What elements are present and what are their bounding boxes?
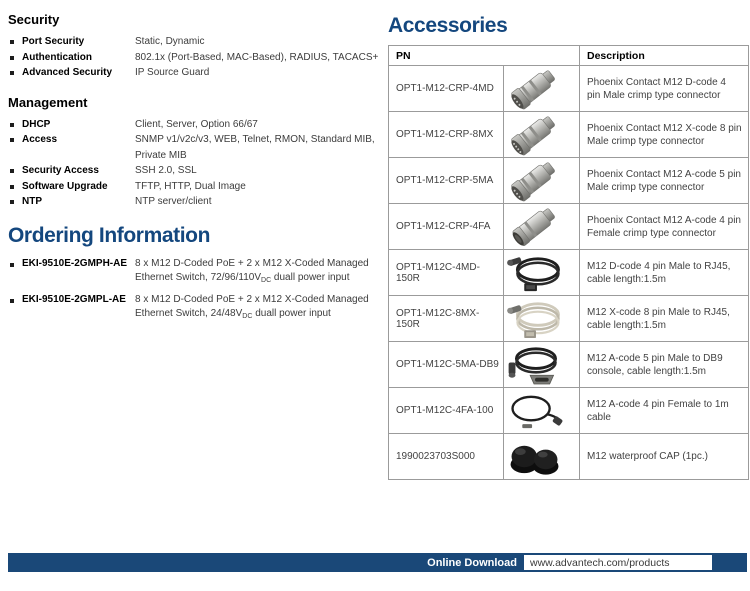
spec-label: NTP [22, 196, 42, 207]
spec-value: SNMP v1/v2c/v3, WEB, Telnet, RMON, Standard MIB, Private MIB [135, 134, 375, 161]
accessories-column [388, 12, 748, 480]
m12-d-code-male-connector-photo [504, 67, 564, 110]
product-image-cell [504, 204, 580, 250]
ordering-item [8, 293, 380, 324]
thin-black-cable-photo [504, 389, 566, 432]
product-image-cell [504, 158, 580, 204]
description-cell: Phoenix Contact M12 A-code 5 pin Male crimp type connector [580, 158, 749, 204]
bullet-icon [10, 56, 14, 60]
bullet-icon [10, 71, 14, 75]
left-column [8, 12, 380, 329]
bullet-icon [10, 123, 14, 127]
product-image-cell [504, 388, 580, 434]
bullet-icon [10, 200, 14, 204]
section-title: Security [8, 12, 60, 27]
product-image-cell [504, 434, 580, 480]
spec-value: NTP server/client [135, 196, 212, 207]
product-image-cell [504, 66, 580, 112]
ordering-desc-text: duall power input [252, 307, 331, 319]
table-row [389, 342, 749, 388]
ordering-item [8, 257, 380, 288]
spec-row [8, 65, 380, 81]
footer-bar [8, 553, 747, 572]
pn-cell: OPT1-M12-CRP-8MX [389, 112, 504, 158]
ordering-desc-text: 8 x M12 D-Coded PoE + 2 x M12 X-Coded Managed Ethernet Switch, 24/48V [135, 293, 369, 319]
bullet-icon [10, 169, 14, 173]
spec-label: Advanced Security [22, 67, 113, 78]
spec-value: 802.1x (Port-Based, MAC-Based), RADIUS, TACACS+ [135, 51, 379, 63]
section-management [8, 95, 380, 210]
section-security [8, 12, 380, 81]
description-cell: M12 waterproof CAP (1pc.) [580, 434, 749, 480]
description-cell: Phoenix Contact M12 D-code 4 pin Male crimp type connector [580, 66, 749, 112]
spec-row [8, 34, 380, 50]
table-row [389, 434, 749, 480]
column-header-pn: PN [389, 46, 580, 66]
section-title: Management [8, 94, 88, 110]
column-header-description: Description [580, 46, 749, 66]
product-image-cell [504, 296, 580, 342]
product-image-cell [504, 112, 580, 158]
spec-row [8, 163, 380, 179]
ordering-description [135, 257, 380, 288]
ordering-sku: EKI-9510E-2GMPL-AE [22, 293, 126, 305]
spec-label: Software Upgrade [22, 180, 108, 192]
pn-cell: OPT1-M12C-4MD-150R [389, 250, 504, 296]
spec-label: Access [22, 134, 58, 145]
spec-value: Static, Dynamic [135, 36, 205, 47]
description-cell: M12 A-code 5 pin Male to DB9 console, cable length:1.5m [580, 342, 749, 388]
m12-a-code-female-connector-photo [504, 205, 564, 248]
spec-value: Client, Server, Option 66/67 [135, 118, 258, 130]
accessories-title: Accessories [388, 14, 508, 37]
spec-label: Security Access [22, 165, 99, 176]
description-cell: Phoenix Contact M12 A-code 4 pin Female crimp type connector [580, 204, 749, 250]
pn-cell: OPT1-M12C-8MX-150R [389, 296, 504, 342]
spec-label: Port Security [22, 36, 85, 47]
bullet-icon [10, 138, 14, 142]
spec-row [8, 50, 380, 66]
pn-cell: OPT1-M12-CRP-5MA [389, 158, 504, 204]
bullet-icon [10, 263, 14, 267]
ordering-desc-subscript: DC [242, 312, 253, 320]
bullet-icon [10, 185, 14, 189]
online-download-label: Online Download [427, 556, 517, 569]
spec-label: Authentication [22, 51, 92, 63]
pn-cell: 1990023703S000 [389, 434, 504, 480]
download-url-box[interactable] [524, 555, 712, 570]
table-row [389, 388, 749, 434]
ordering-sku: EKI-9510E-2GMPH-AE [22, 257, 128, 269]
table-row [389, 112, 749, 158]
table-row [389, 296, 749, 342]
bullet-icon [10, 299, 14, 303]
spec-row [8, 117, 380, 133]
accessories-table [388, 45, 749, 480]
ordering-information-title: Ordering Information [8, 223, 211, 247]
table-row [389, 250, 749, 296]
ordering-desc-text: 8 x M12 D-Coded PoE + 2 x M12 X-Coded Managed Ethernet Switch, 72/96/110V [135, 257, 369, 283]
description-cell: M12 X-code 8 pin Male to RJ45, cable length:1.5m [580, 296, 749, 342]
ordering-desc-text: duall power input [271, 271, 350, 283]
pn-cell: OPT1-M12C-5MA-DB9 [389, 342, 504, 388]
m12-a-code-male-connector-photo [504, 159, 564, 202]
spec-value: SSH 2.0, SSL [135, 165, 197, 176]
table-row [389, 204, 749, 250]
pn-cell: OPT1-M12C-4FA-100 [389, 388, 504, 434]
table-row [389, 66, 749, 112]
table-row [389, 158, 749, 204]
black-cable-rj45-photo [504, 251, 566, 294]
waterproof-caps-photo [504, 435, 566, 478]
spec-label: DHCP [22, 118, 51, 130]
gray-cable-rj45-photo [504, 297, 566, 340]
description-cell: M12 A-code 4 pin Female to 1m cable [580, 388, 749, 434]
bullet-icon [10, 40, 14, 44]
spec-value: IP Source Guard [135, 67, 210, 78]
product-image-cell [504, 342, 580, 388]
download-url[interactable]: www.advantech.com/products [530, 556, 670, 569]
black-cable-db9-photo [504, 343, 566, 386]
product-image-cell [504, 250, 580, 296]
ordering-desc-subscript: DC [261, 276, 272, 284]
pn-cell: OPT1-M12-CRP-4FA [389, 204, 504, 250]
spec-row [8, 194, 380, 210]
m12-x-code-male-connector-photo [504, 113, 564, 156]
table-header-row [389, 46, 749, 66]
spec-value: TFTP, HTTP, Dual Image [135, 180, 246, 192]
ordering-description [135, 293, 380, 324]
description-cell: Phoenix Contact M12 X-code 8 pin Male crimp type connector [580, 112, 749, 158]
pn-cell: OPT1-M12-CRP-4MD [389, 66, 504, 112]
spec-row [8, 132, 380, 163]
description-cell: M12 D-code 4 pin Male to RJ45, cable length:1.5m [580, 250, 749, 296]
spec-row [8, 179, 380, 195]
